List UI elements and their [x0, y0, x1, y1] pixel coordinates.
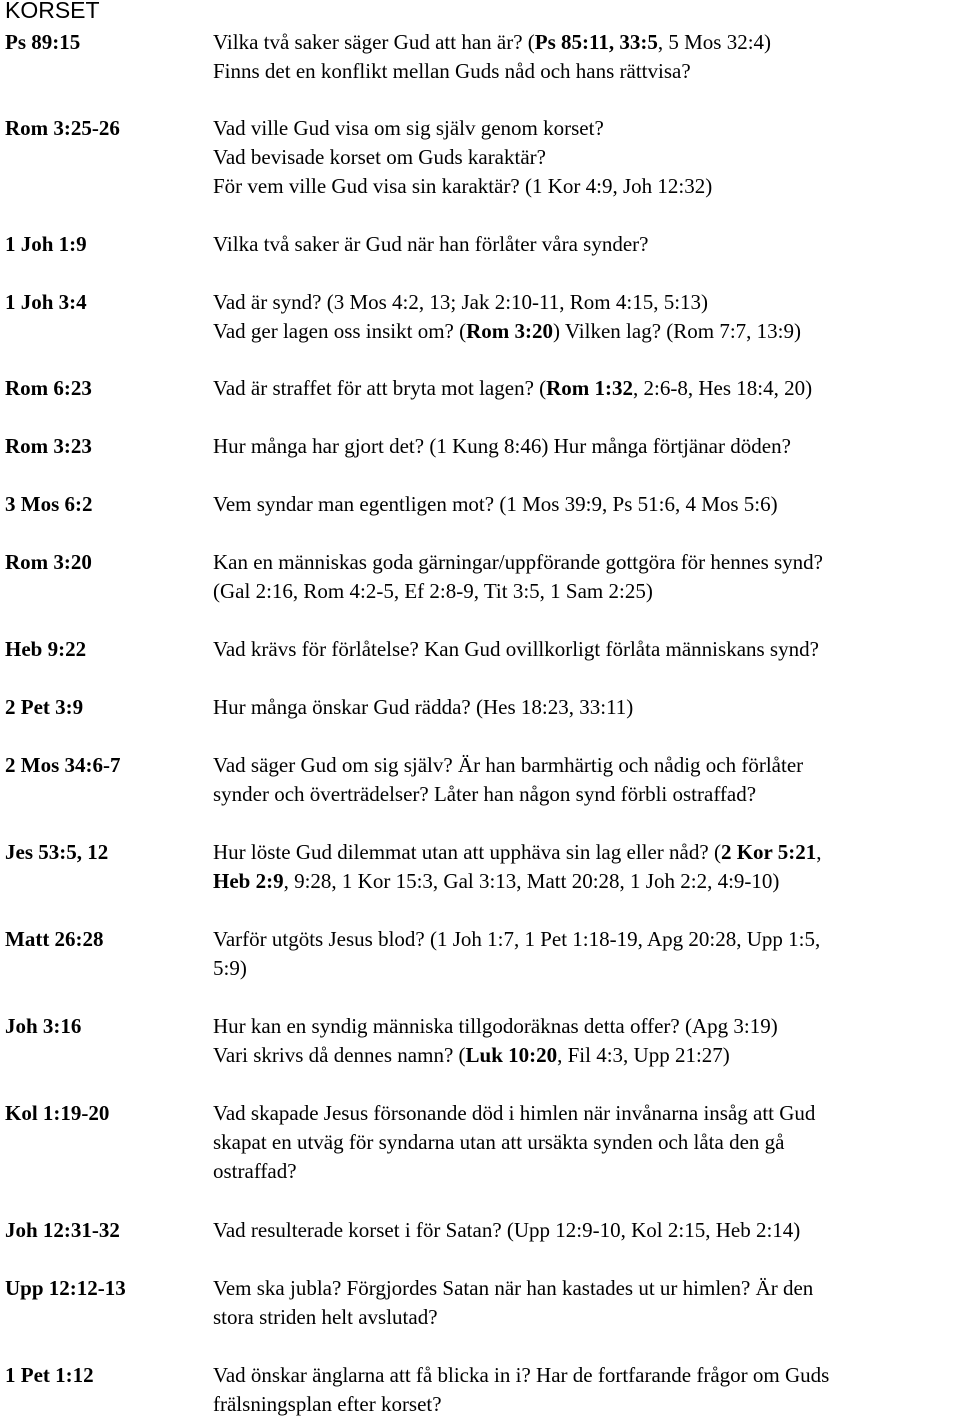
- study-question: [213, 288, 801, 346]
- question-line: [213, 143, 712, 172]
- verse-reference: Kol 1:19-20: [5, 1101, 110, 1125]
- question-line: [213, 867, 821, 896]
- question-text: Vari skrivs då dennes namn? (: [213, 1043, 466, 1067]
- question-text: ,: [816, 840, 822, 864]
- question-line: [213, 1361, 829, 1390]
- verse-reference: 1 Joh 3:4: [5, 290, 87, 314]
- study-question: [213, 751, 803, 809]
- question-text: Vad ville Gud visa om sig själv genom korset?: [213, 116, 604, 140]
- question-text: Vad är straffet för att bryta mot lagen? (: [213, 376, 547, 400]
- question-text: Vad är synd? (3 Mos 4:2, 13; Jak 2:10-11, Rom 4:15, 5:13): [213, 290, 709, 314]
- question-line: [213, 751, 803, 780]
- verse-reference: Joh 3:16: [5, 1014, 82, 1038]
- question-line: [213, 1303, 813, 1332]
- bold-reference: 2 Kor 5:21: [720, 840, 817, 864]
- bold-reference: Luk 10:20: [465, 1043, 558, 1067]
- question-text: Vad krävs för förlåtelse? Kan Gud ovillkorligt förlåta människans synd?: [213, 637, 819, 661]
- bold-reference: Rom 3:20: [466, 319, 554, 343]
- question-text: Finns det en konflikt mellan Guds nåd och hans rättvisa?: [213, 59, 691, 83]
- question-line: [213, 954, 820, 983]
- study-question: [213, 374, 812, 403]
- question-text: Vad skapade Jesus försonande död i himlen när invånarna insåg att Gud: [213, 1101, 816, 1125]
- question-line: [213, 172, 712, 201]
- study-question: [213, 490, 778, 519]
- question-line: [213, 693, 633, 722]
- study-question: [213, 1361, 829, 1419]
- verse-reference: 2 Mos 34:6-7: [5, 753, 121, 777]
- verse-reference: 2 Pet 3:9: [5, 695, 84, 719]
- question-line: [213, 838, 821, 867]
- study-question: [213, 635, 819, 664]
- question-text: Kan en människas goda gärningar/uppförande gottgöra för hennes synd?: [213, 550, 823, 574]
- question-text: , 2:6-8, Hes 18:4, 20): [633, 376, 813, 400]
- question-text: Hur kan en syndig människa tillgodoräknas detta offer? (Apg 3:19): [213, 1014, 778, 1038]
- question-text: 5:9): [213, 956, 247, 980]
- verse-reference: Jes 53:5, 12: [5, 840, 109, 864]
- study-question: [213, 693, 633, 722]
- verse-reference: Matt 26:28: [5, 927, 104, 951]
- question-line: [213, 1216, 800, 1245]
- question-text: , 9:28, 1 Kor 15:3, Gal 3:13, Matt 20:28, 1 Joh 2:2, 4:9-10): [283, 869, 780, 893]
- verse-reference: 3 Mos 6:2: [5, 492, 93, 516]
- question-line: [213, 780, 803, 809]
- bold-reference: Rom 1:32: [546, 376, 634, 400]
- study-question: [213, 548, 823, 606]
- question-text: Vad bevisade korset om Guds karaktär?: [213, 145, 546, 169]
- study-question: [213, 1216, 800, 1245]
- question-line: [213, 1390, 829, 1419]
- question-line: [213, 1041, 778, 1070]
- verse-reference: Rom 3:20: [5, 550, 92, 574]
- question-line: [213, 374, 812, 403]
- question-text: Vad önskar änglarna att få blicka in i? Har de fortfarande frågor om Guds: [213, 1363, 830, 1387]
- question-line: [213, 432, 791, 461]
- verse-reference: Heb 9:22: [5, 637, 87, 661]
- question-line: [213, 57, 771, 86]
- study-question: [213, 230, 648, 259]
- study-question: [213, 925, 820, 983]
- question-line: [213, 230, 648, 259]
- verse-reference: Rom 3:25-26: [5, 116, 120, 140]
- page-title: KORSET: [5, 0, 100, 23]
- question-text: Vad ger lagen oss insikt om? (: [213, 319, 467, 343]
- verse-reference: 1 Pet 1:12: [5, 1363, 94, 1387]
- question-text: Hur löste Gud dilemmat utan att upphäva sin lag eller nåd? (: [213, 840, 721, 864]
- question-line: [213, 114, 712, 143]
- question-text: ostraffad?: [213, 1159, 297, 1183]
- question-text: Varför utgöts Jesus blod? (1 Joh 1:7, 1 Pet 1:18-19, Apg 20:28, Upp 1:5,: [213, 927, 821, 951]
- question-text: stora striden helt avslutad?: [213, 1305, 438, 1329]
- question-text: Vem ska jubla? Förgjordes Satan när han kastades ut ur himlen? Är den: [213, 1276, 814, 1300]
- question-text: Vem syndar man egentligen mot? (1 Mos 39:9, Ps 51:6, 4 Mos 5:6): [213, 492, 778, 516]
- question-text: Vad säger Gud om sig själv? Är han barmhärtig och nådig och förlåter: [213, 753, 804, 777]
- study-question: [213, 432, 791, 461]
- question-line: [213, 548, 823, 577]
- verse-reference: 1 Joh 1:9: [5, 232, 87, 256]
- question-text: Hur många önskar Gud rädda? (Hes 18:23, 33:11): [213, 695, 634, 719]
- question-line: [213, 317, 801, 346]
- bold-reference: Ps 85:11, 33:5: [534, 30, 658, 54]
- question-text: skapat en utväg för syndarna utan att ursäkta synden och låta den gå: [213, 1130, 785, 1154]
- question-line: [213, 635, 819, 664]
- question-text: Vilka två saker säger Gud att han är? (: [213, 30, 535, 54]
- question-line: [213, 1128, 815, 1157]
- study-question: [213, 1012, 778, 1070]
- question-line: [213, 577, 823, 606]
- study-question: [213, 28, 771, 86]
- study-question: [213, 838, 821, 896]
- study-question: [213, 1274, 813, 1332]
- question-text: ) Vilken lag? (Rom 7:7, 13:9): [553, 319, 802, 343]
- question-text: frälsningsplan efter korset?: [213, 1392, 442, 1416]
- question-text: Vad resulterade korset i för Satan? (Upp 12:9-10, Kol 2:15, Heb 2:14): [213, 1218, 801, 1242]
- question-text: , Fil 4:3, Upp 21:27): [557, 1043, 730, 1067]
- question-line: [213, 1012, 778, 1041]
- bold-reference: Heb 2:9: [213, 869, 284, 893]
- question-text: Vilka två saker är Gud när han förlåter våra synder?: [213, 232, 649, 256]
- verse-reference: Rom 3:23: [5, 434, 92, 458]
- question-text: , 5 Mos 32:4): [657, 30, 772, 54]
- question-line: [213, 1274, 813, 1303]
- question-line: [213, 28, 771, 57]
- question-text: För vem ville Gud visa sin karaktär? (1 Kor 4:9, Joh 12:32): [213, 174, 713, 198]
- verse-reference: Upp 12:12-13: [5, 1276, 126, 1300]
- question-line: [213, 490, 778, 519]
- question-text: Hur många har gjort det? (1 Kung 8:46) Hur många förtjänar döden?: [213, 434, 791, 458]
- question-text: synder och överträdelser? Låter han någon synd förbli ostraffad?: [213, 782, 757, 806]
- question-line: [213, 1157, 815, 1186]
- study-question: [213, 114, 712, 201]
- verse-reference: Rom 6:23: [5, 376, 92, 400]
- question-line: [213, 288, 801, 317]
- question-text: (Gal 2:16, Rom 4:2-5, Ef 2:8-9, Tit 3:5, 1 Sam 2:25): [213, 579, 653, 603]
- verse-reference: Joh 12:31-32: [5, 1218, 120, 1242]
- verse-reference: Ps 89:15: [5, 30, 81, 54]
- question-line: [213, 1099, 815, 1128]
- study-question: [213, 1099, 815, 1186]
- question-line: [213, 925, 820, 954]
